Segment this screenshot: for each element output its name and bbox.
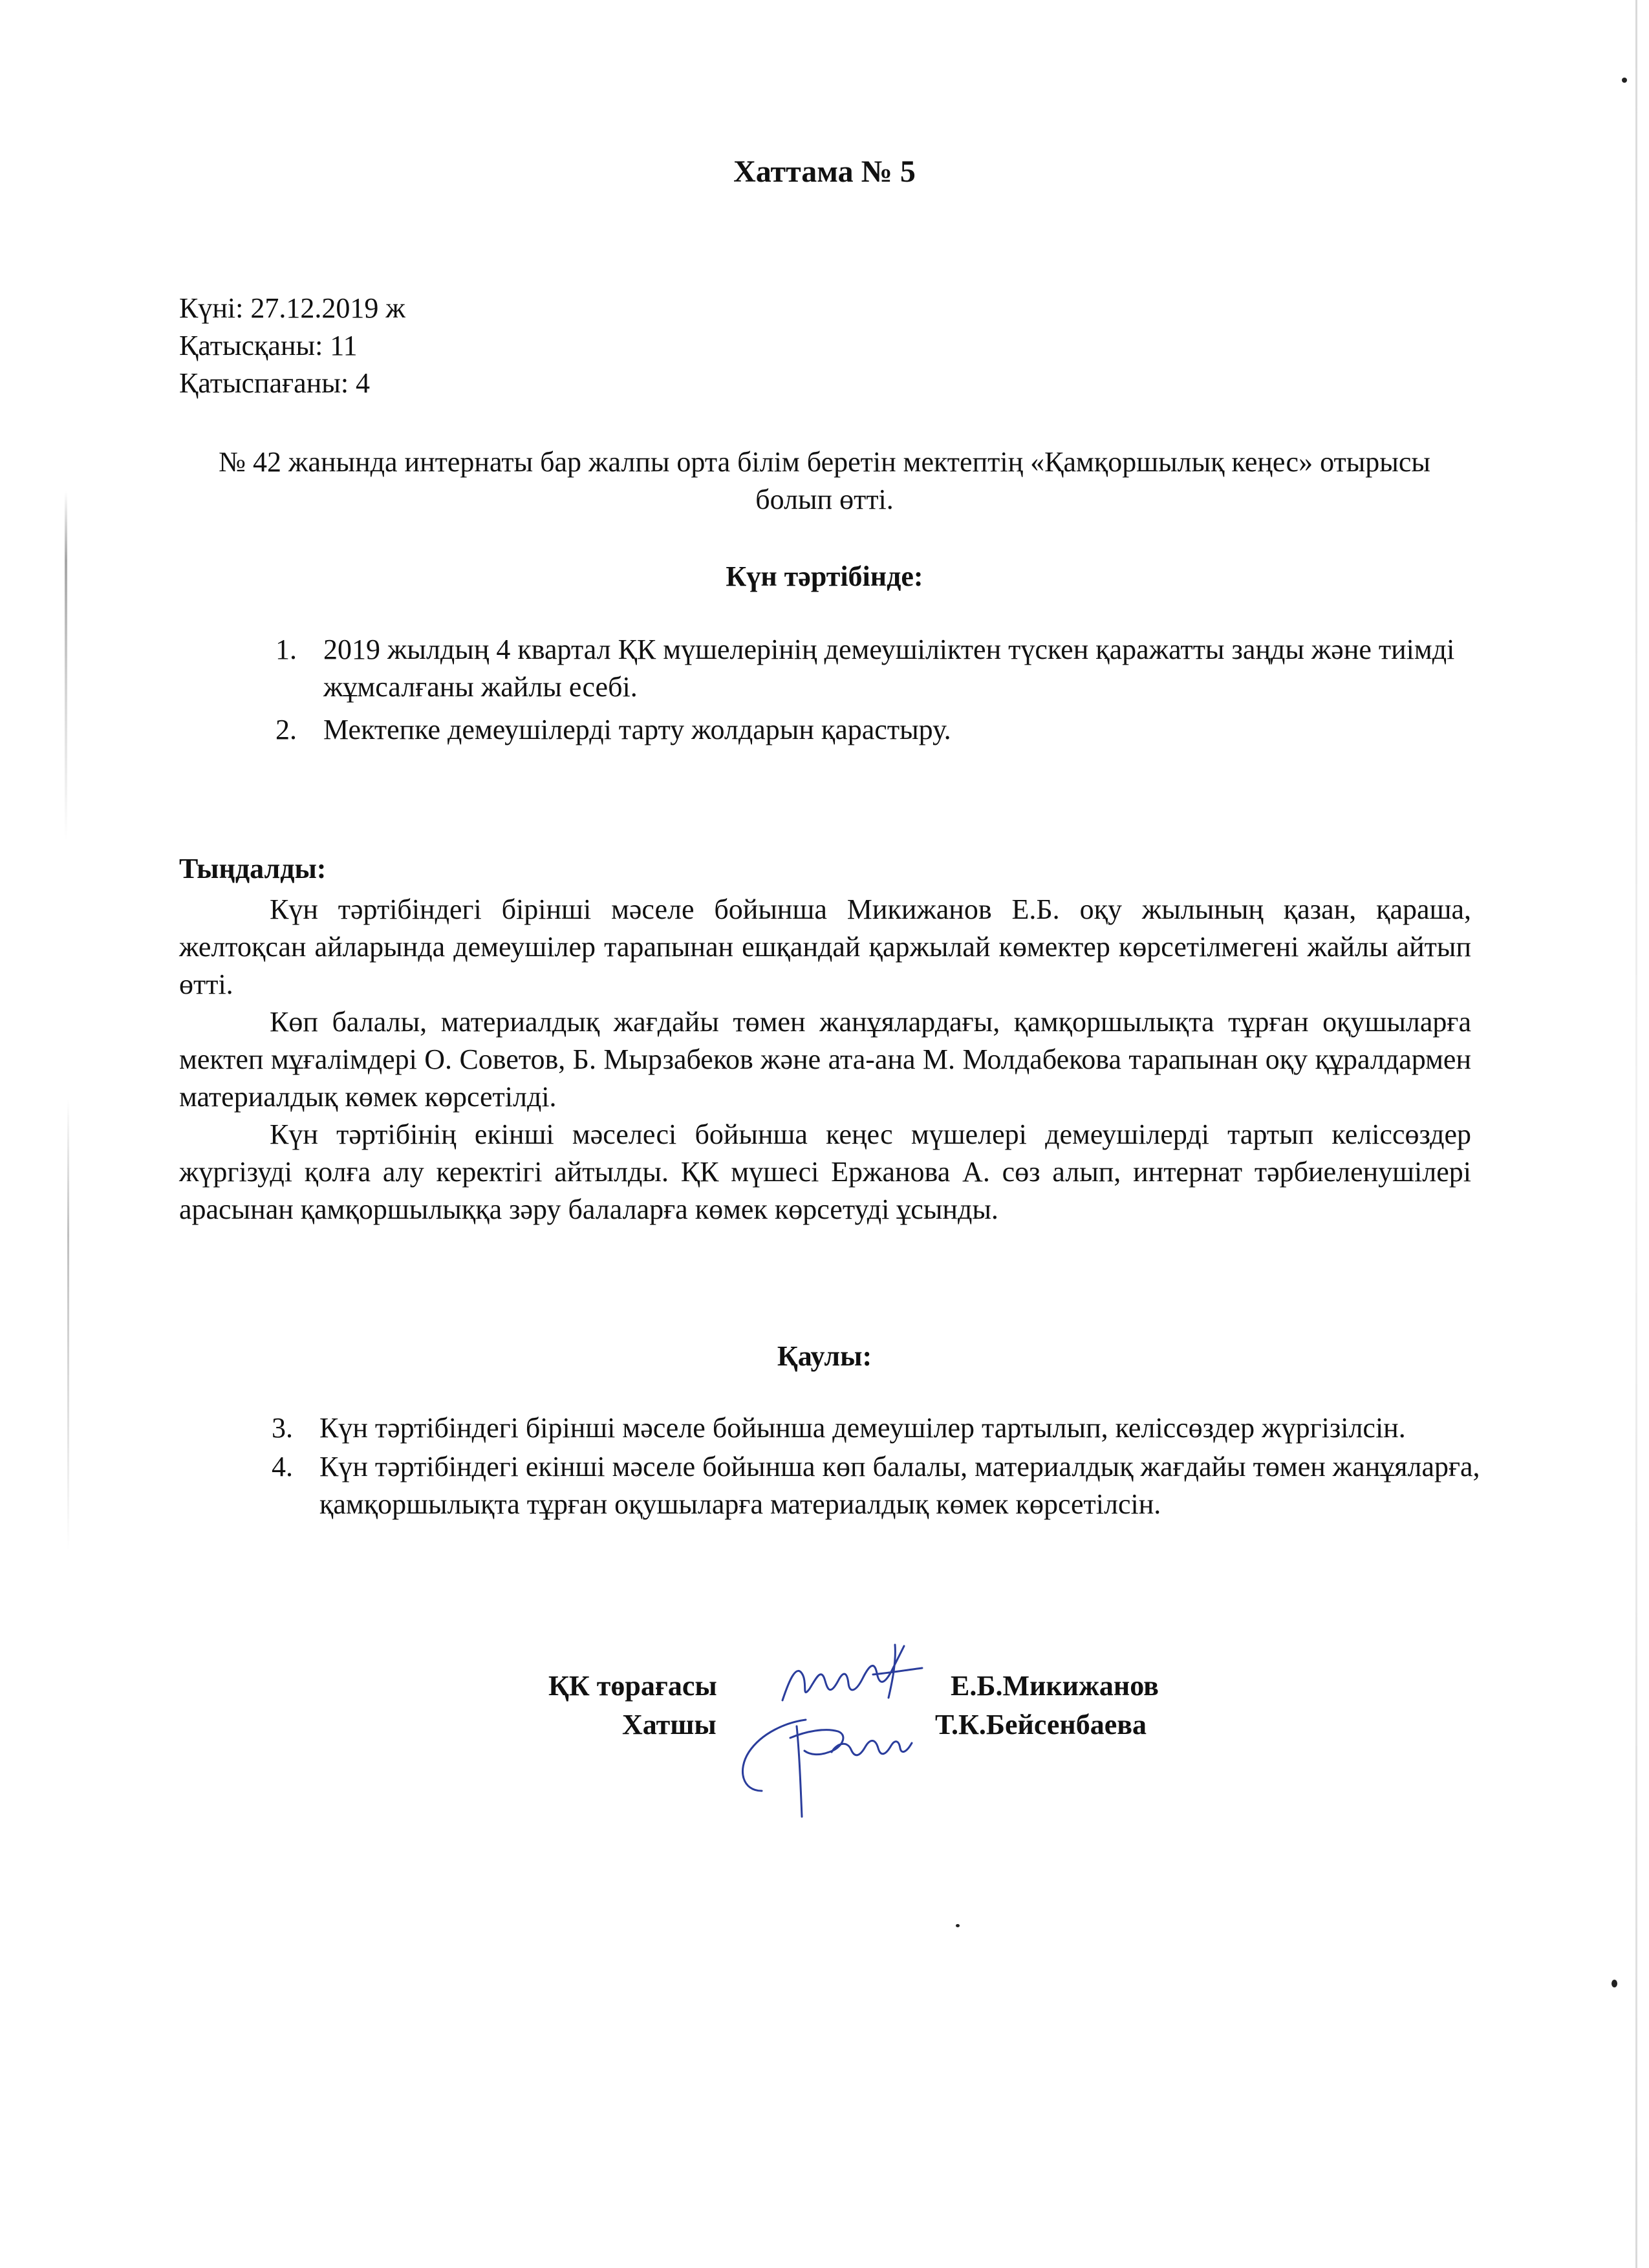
scan-shadow	[1635, 0, 1637, 2268]
agenda-heading: Күн тәртібінде:	[726, 561, 923, 592]
scan-shadow	[65, 491, 67, 840]
list-item	[272, 1448, 1487, 1523]
heard-paragraph: Күн тәртібіндегі бірінші мәселе бойынша Микижанов Е.Б. оқу жылының қазан, қараша, желтоқсан айларында демеушілер тарапынан ешқандай қаржылай көмектер көрсетілмегені жайлы айтып өтті.	[179, 893, 1471, 1000]
list-item-number: 4.	[272, 1451, 293, 1482]
decision-list	[272, 1409, 1487, 1524]
chair-title: ҚК төрағасы	[548, 1670, 717, 1702]
heard-heading: Тыңдалды:	[179, 853, 327, 884]
attendance-absent: Қатыспағаны: 4	[179, 367, 371, 399]
chair-signature	[776, 1636, 931, 1720]
secretary-name: Т.К.Бейсенбаева	[935, 1709, 1147, 1740]
scan-shadow	[67, 1099, 69, 1552]
meeting-meta	[179, 290, 405, 402]
decision-heading: Қаулы:	[777, 1340, 872, 1372]
meeting-date: Күні: 27.12.2019 ж	[179, 292, 405, 324]
chair-name: Е.Б.Микижанов	[951, 1670, 1159, 1702]
secretary-signature	[728, 1700, 942, 1830]
agenda-list	[275, 631, 1465, 754]
meeting-intro: № 42 жанында интернаты бар жалпы орта білім беретін мектептің «Қамқоршылық кеңес» отырысы болып өтті.	[219, 446, 1430, 515]
secretary-title: Хатшы	[622, 1709, 717, 1740]
scan-speck	[1611, 1980, 1617, 1987]
list-item-number: 2.	[275, 714, 297, 745]
document-title: Хаттама № 5	[733, 155, 916, 189]
scan-speck	[1622, 78, 1627, 83]
list-item-text: Күн тәртібіндегі бірінші мәселе бойынша демеушілер тартылып, келіссөздер жүргізілсін.	[319, 1412, 1406, 1444]
attendance-present: Қатысқаны: 11	[179, 330, 358, 361]
list-item-text: 2019 жылдың 4 квартал ҚК мүшелерінің демеушіліктен түскен қаражатты заңды және тиімді жұмсалғаны жайлы есебі.	[323, 634, 1455, 703]
list-item	[275, 711, 1465, 749]
list-item-number: 3.	[272, 1412, 293, 1444]
list-item-text: Күн тәртібіндегі екінші мәселе бойынша көп балалы, материалдық жағдайы төмен жанұяларға, қамқоршылықта тұрған оқушыларға материалдық көмек көрсетілсін.	[319, 1451, 1480, 1520]
heard-paragraph: Көп балалы, материалдық жағдайы төмен жанұялардағы, қамқоршылықта тұрған оқушыларға мектеп мұғалімдері О. Советов, Б. Мырзабеков және ата-ана М. Молдабекова тарапынан оқу құралдармен материалдық көмек көрсетілді.	[179, 1006, 1471, 1113]
list-item	[272, 1409, 1487, 1447]
heard-paragraph: Күн тәртібінің екінші мәселесі бойынша кеңес мүшелері демеушілерді тартып келіссөздер жүргізуді қолға алу керектігі айтылды. ҚК мүшесі Ержанова А. сөз алып, интернат тәрбиеленушілері арасынан қамқоршылыққа зәру балаларға көмек көрсетуді ұсынды.	[179, 1118, 1471, 1225]
list-item	[275, 631, 1465, 706]
list-item-text: Мектепке демеушілерді тарту жолдарын қарастыру.	[323, 714, 951, 745]
scan-speck	[956, 1924, 960, 1927]
list-item-number: 1.	[275, 634, 297, 665]
